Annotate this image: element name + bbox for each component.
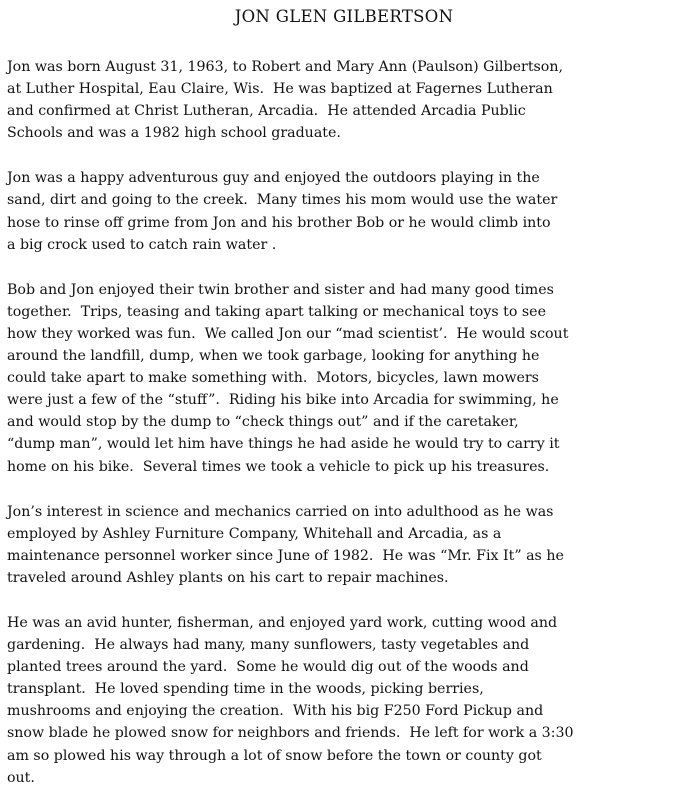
text-line: traveled around Ashley plants on his cart to repair machines. xyxy=(7,569,449,586)
page-title: JON GLEN GILBERTSON xyxy=(234,7,454,26)
text-line: maintenance personnel worker since June of 1982. He was “Mr. Fix It” as he xyxy=(7,547,564,564)
paragraph-career xyxy=(7,501,681,589)
text-line: employed by Ashley Furniture Company, Whitehall and Arcadia, as a xyxy=(7,525,502,542)
paragraph-hobbies xyxy=(7,612,681,789)
text-line: planted trees around the yard. Some he would dig out of the woods and xyxy=(7,659,529,676)
text-line: and would stop by the dump to “check things out” and if the caretaker, xyxy=(7,414,519,431)
text-line: “dump man”, would let him have things he had aside he would try to carry it xyxy=(7,436,560,453)
text-line: hose to rinse off grime from Jon and his brother Bob or he would climb into xyxy=(7,214,551,231)
text-line: at Luther Hospital, Eau Claire, Wis. He was baptized at Fagernes Lutheran xyxy=(7,81,553,98)
paragraph-siblings xyxy=(7,279,681,478)
text-line: were just a few of the “stuff”. Riding his bike into Arcadia for swimming, he xyxy=(7,392,559,409)
text-line: am so plowed his way through a lot of snow before the town or county got xyxy=(7,747,542,764)
text-line: could take apart to make something with. Motors, bicycles, lawn mowers xyxy=(7,370,539,387)
text-line: mushrooms and enjoying the creation. With his big F250 Ford Pickup and xyxy=(7,703,544,720)
text-line: transplant. He loved spending time in the woods, picking berries, xyxy=(7,681,484,698)
text-line: and confirmed at Christ Lutheran, Arcadia. He attended Arcadia Public xyxy=(7,103,526,120)
text-line: Bob and Jon enjoyed their twin brother and sister and had many good times xyxy=(7,281,554,298)
text-line: sand, dirt and going to the creek. Many times his mom would use the water xyxy=(7,192,558,209)
text-line: He was an avid hunter, fisherman, and enjoyed yard work, cutting wood and xyxy=(7,614,558,631)
text-line: a big crock used to catch rain water . xyxy=(7,236,277,253)
text-line: Jon was a happy adventurous guy and enjoyed the outdoors playing in the xyxy=(7,170,540,187)
text-line: together. Trips, teasing and taking apart talking or mechanical toys to see xyxy=(7,303,546,320)
text-line: home on his bike. Several times we took a vehicle to pick up his treasures. xyxy=(7,458,550,475)
text-line: gardening. He always had many, many sunflowers, tasty vegetables and xyxy=(7,637,530,654)
text-line: Schools and was a 1982 high school graduate. xyxy=(7,125,341,142)
text-line: out. xyxy=(7,769,35,786)
text-line: snow blade he plowed snow for neighbors and friends. He left for work a 3:30 xyxy=(7,725,574,742)
text-line: how they worked was fun. We called Jon our “mad scientist’. He would scout xyxy=(7,325,569,342)
text-line: around the landfill, dump, when we took garbage, looking for anything he xyxy=(7,348,540,365)
text-line: Jon was born August 31, 1963, to Robert and Mary Ann (Paulson) Gilbertson, xyxy=(7,59,563,75)
paragraph-birth xyxy=(7,56,681,144)
text-line: Jon’s interest in science and mechanics carried on into adulthood as he was xyxy=(7,503,554,520)
paragraph-childhood xyxy=(7,167,681,255)
